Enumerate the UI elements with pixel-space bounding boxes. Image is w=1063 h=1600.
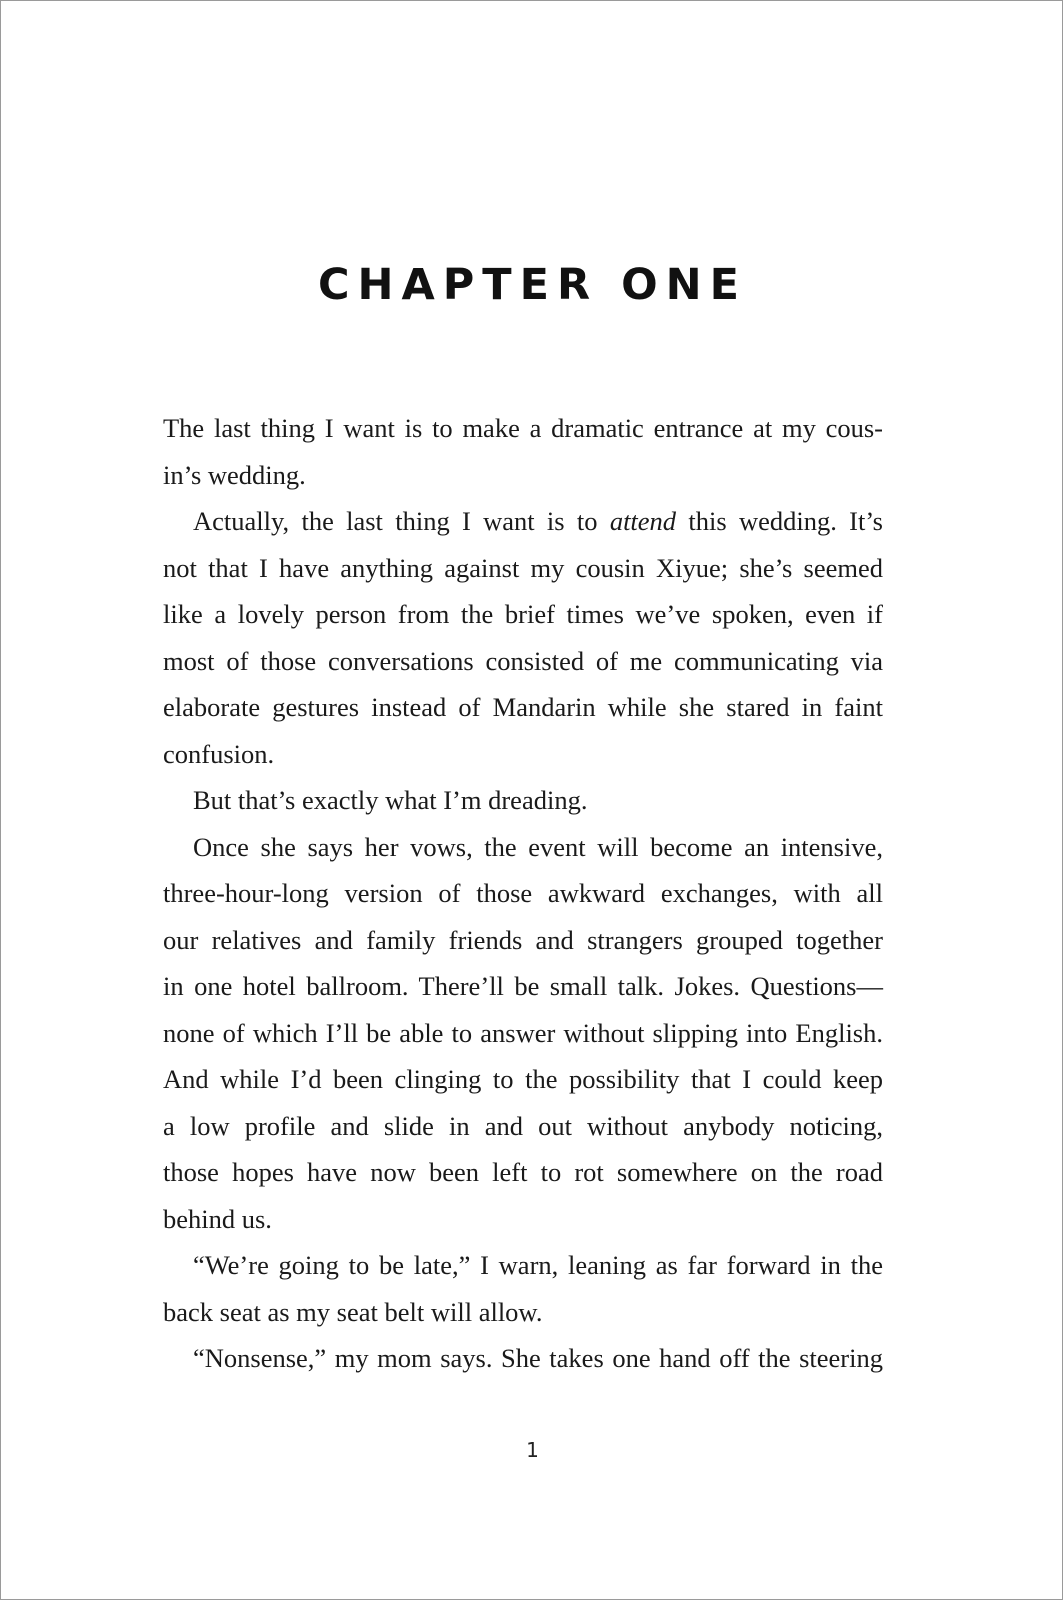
paragraph	[163, 1335, 883, 1382]
text-segment: this wedding. It’s	[676, 506, 883, 536]
text-line: “Nonsense,” my mom says. She takes one hand off the steering	[193, 1343, 883, 1373]
text-line: three-hour-long version of those awkward exchanges, with all	[163, 878, 883, 908]
paragraph	[163, 824, 883, 1243]
paragraph	[163, 1242, 883, 1335]
text-line: elaborate gestures instead of Mandarin while she stared in faint	[163, 692, 883, 722]
paragraph	[163, 405, 883, 498]
text-line: like a lovely person from the brief times we’ve spoken, even if	[163, 599, 883, 629]
text-line: “We’re going to be late,” I warn, leaning as far forward in the	[193, 1250, 883, 1280]
text-line: in one hotel ballroom. There’ll be small talk. Jokes. Questions—	[163, 971, 883, 1001]
text-line: a low profile and slide in and out without anybody noticing,	[163, 1110, 883, 1141]
text-line: back seat as my seat belt will allow.	[163, 1296, 543, 1327]
text-line: in’s wedding.	[163, 459, 306, 490]
page-number: 1	[526, 1438, 539, 1462]
text-line: not that I have anything against my cousin Xiyue; she’s seemed	[163, 552, 883, 583]
body-text	[163, 405, 883, 1382]
text-line: those hopes have now been left to rot somewhere on the road	[163, 1157, 883, 1187]
emphasized-word: attend	[609, 506, 677, 536]
paragraph	[163, 498, 883, 777]
chapter-title: CHAPTER ONE	[317, 260, 748, 310]
text-line: Once she says her vows, the event will become an intensive,	[193, 831, 883, 862]
text-line: our relatives and family friends and strangers grouped together	[163, 924, 883, 955]
text-line: The last thing I want is to make a dramatic entrance at my cous-	[163, 413, 883, 443]
text-line: And while I’d been clinging to the possibility that I could keep	[163, 1064, 883, 1094]
text-line: none of which I’ll be able to answer without slipping into English.	[163, 1017, 883, 1048]
text-line	[163, 498, 883, 545]
text-line: But that’s exactly what I’m dreading.	[193, 785, 588, 815]
paragraph	[163, 777, 883, 824]
text-line: most of those conversations consisted of me communicating via	[163, 645, 883, 676]
text-line: confusion.	[163, 738, 275, 769]
text-line: behind us.	[163, 1203, 272, 1234]
text-segment: Actually, the last thing I want is to	[193, 506, 610, 536]
